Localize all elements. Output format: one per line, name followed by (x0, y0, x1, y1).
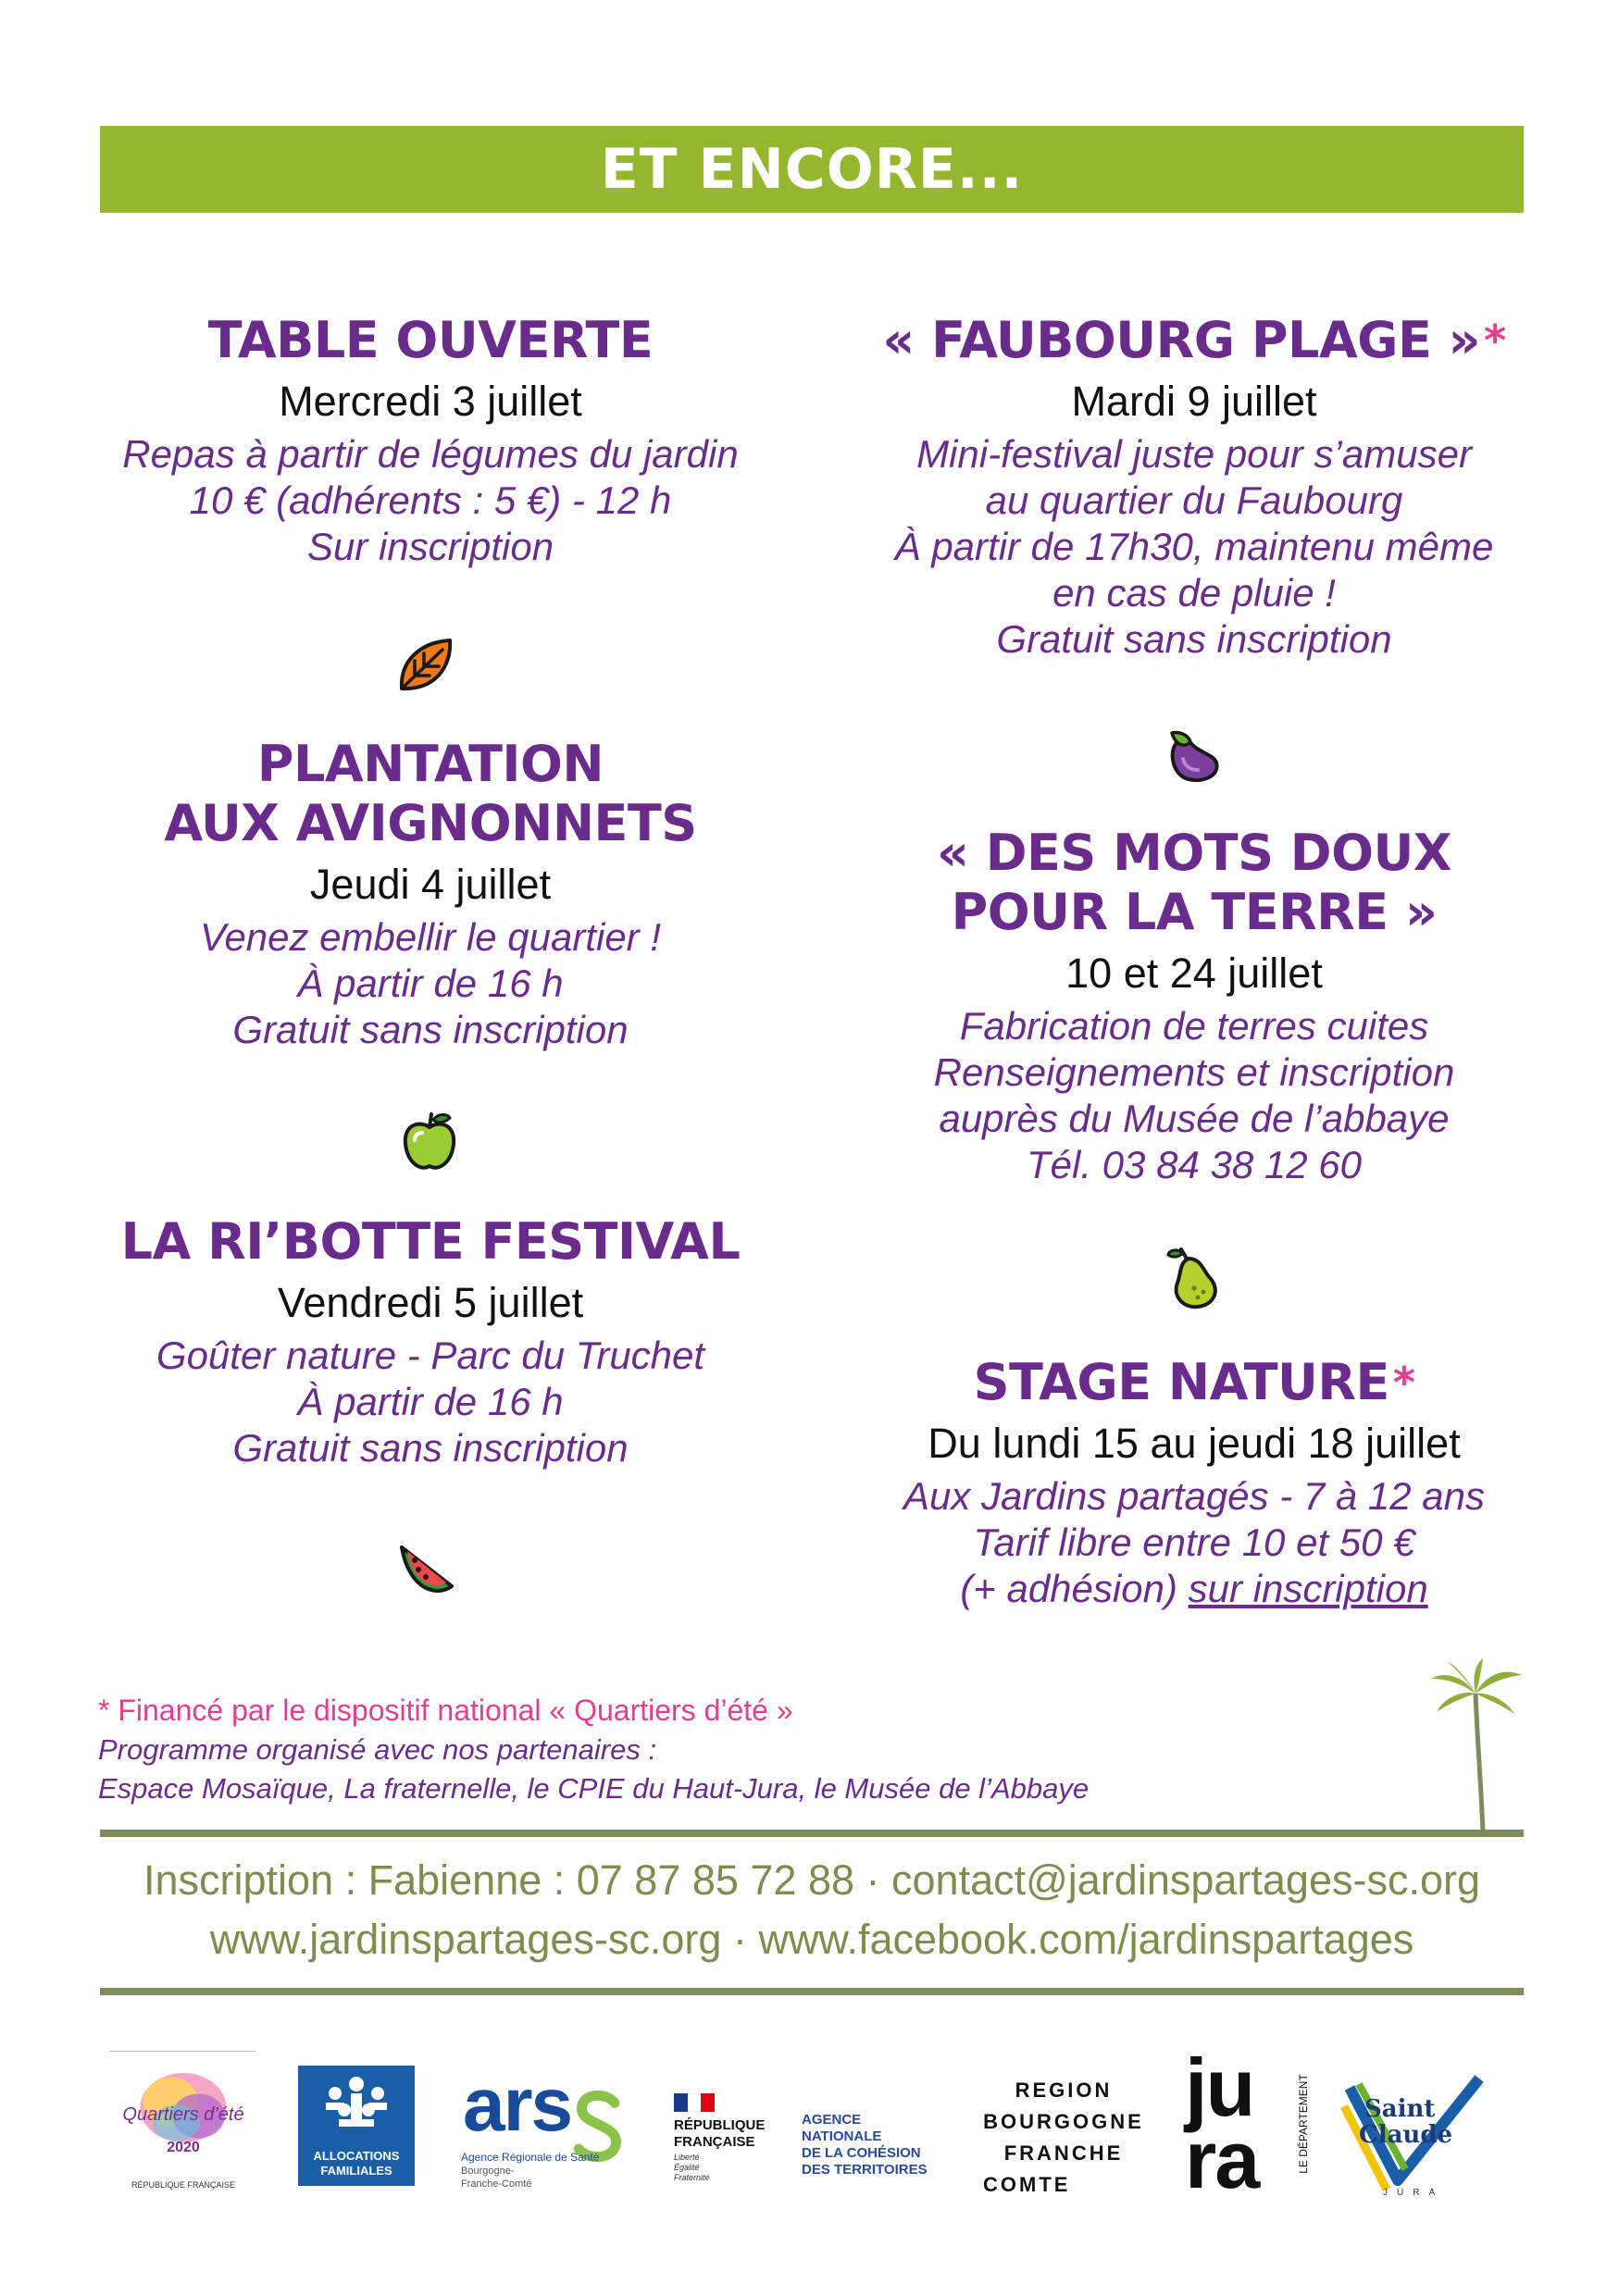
caf-line-1: ALLOCATIONS (313, 2149, 400, 2163)
event-date: 10 et 24 juillet (1065, 949, 1323, 997)
jura-side-label: LE DÉPARTEMENT (1297, 2074, 1310, 2174)
partners-intro: Programme organisé avec nos partenaires : (98, 1733, 657, 1766)
description-line: Renseignements et inscription (933, 1050, 1455, 1094)
event-stage-nature (852, 1353, 1537, 1612)
republique-line-2: FRANÇAISE (674, 2134, 755, 2150)
region-line-3: FRANCHE (1003, 2141, 1124, 2165)
description-line: 10 € (adhérents : 5 €) - 12 h (189, 478, 672, 522)
star-marker: * (1392, 1358, 1415, 1408)
event-title (852, 311, 1537, 370)
footnote (98, 1690, 1089, 1808)
anct-line-4: DES TERRITOIRES (802, 2162, 928, 2178)
region-line-4: COMTE (983, 2173, 1071, 2196)
description-line (852, 1566, 1537, 1612)
quartiers-ete-caption: RÉPUBLIQUE FRANÇAISE (131, 2180, 236, 2190)
event-date: Jeudi 4 juillet (309, 861, 552, 908)
description-line: Tél. 03 84 38 12 60 (1027, 1143, 1362, 1186)
description-line: auprès du Musée de l’abbaye (939, 1097, 1450, 1140)
partners-list: Espace Mosaïque, La fraternelle, le CPIE du Haut-Jura, le Musée de l’Abbaye (98, 1772, 1090, 1805)
saint-claude-line-1: Saint (1364, 2095, 1436, 2123)
apple-icon (396, 1109, 463, 1175)
caf-people-icon (298, 2069, 415, 2143)
logo-saint-claude (1331, 2069, 1488, 2208)
event-title-line: PLANTATION (256, 735, 604, 793)
marianne-flag (674, 2093, 715, 2112)
description-line: Gratuit sans inscription (232, 1008, 629, 1051)
motto-liberte: Liberté (674, 2153, 700, 2162)
event-title-line: AUX AVIGNONNETS (164, 794, 697, 852)
event-ribotte-festival (93, 1212, 768, 1471)
description-line: Gratuit sans inscription (996, 617, 1392, 661)
logo-anct (802, 2112, 950, 2186)
motto-egalite: Égalité (674, 2163, 700, 2172)
saint-claude-line-3: JURA (1383, 2188, 1445, 2198)
description-line: Tarif libre entre 10 et 50 € (973, 1520, 1415, 1564)
eggplant-icon (1161, 722, 1227, 788)
logo-rule (109, 2051, 255, 2052)
event-description (852, 1473, 1537, 1612)
caf-line-2: FAMILIALES (320, 2164, 392, 2178)
inscription-link[interactable]: sur inscription (1188, 1567, 1428, 1610)
motto-fraternite: Fraternité (674, 2173, 710, 2182)
description-line: Sur inscription (306, 525, 554, 568)
event-date: Vendredi 5 juillet (277, 1279, 584, 1326)
description-line: au quartier du Faubourg (985, 478, 1403, 522)
divider-top (100, 1830, 1524, 1837)
watermelon-icon (394, 1531, 461, 1597)
jura-bottom: ra (1185, 2114, 1259, 2205)
logo-region-bfc (978, 2075, 1150, 2195)
event-description (93, 1333, 768, 1471)
divider-bottom (100, 1988, 1524, 1995)
anct-line-3: DE LA COHÉSION (802, 2145, 921, 2161)
description-line: Aux Jardins partagés - 7 à 12 ans (903, 1474, 1486, 1518)
palm-tree-icon (1426, 1657, 1527, 1832)
page-banner: ET ENCORE... (100, 126, 1524, 213)
funding-note (98, 1690, 1089, 1731)
event-description (111, 431, 750, 570)
description-line: Venez embellir le quartier ! (199, 915, 661, 959)
event-description (111, 914, 750, 1053)
description-line: Fabrication de terres cuites (959, 1004, 1429, 1048)
event-description (852, 431, 1537, 663)
quartiers-ete-name: Quartiers d’été (122, 2104, 244, 2125)
logo-caf (298, 2066, 415, 2186)
event-mots-doux (852, 824, 1537, 1188)
region-line-2: BOURGOGNE (983, 2110, 1144, 2133)
anct-line-2: NATIONALE (802, 2128, 882, 2144)
event-title: TABLE OUVERTE (207, 311, 654, 369)
description-line: Mini-festival juste pour s’amuser (916, 432, 1472, 476)
event-description (852, 1003, 1537, 1188)
event-date: Mardi 9 juillet (1071, 378, 1317, 425)
description-line: Goûter nature - Parc du Truchet (156, 1334, 705, 1377)
star-marker: * (98, 1694, 110, 1727)
event-title-line: POUR LA TERRE » (951, 883, 1438, 941)
event-title-text: STAGE NATURE (973, 1353, 1389, 1411)
ars-line-1: Agence Régionale de Santé (461, 2151, 600, 2164)
ars-mark: ars (463, 2063, 572, 2147)
event-title-text: « FAUBOURG PLAGE » (882, 311, 1481, 369)
description-line: Gratuit sans inscription (232, 1426, 629, 1470)
pear-icon (1163, 1246, 1229, 1312)
quartiers-ete-year: 2020 (167, 2140, 200, 2155)
republique-line-1: RÉPUBLIQUE (674, 2117, 766, 2133)
event-title: LA RI’BOTTE FESTIVAL (120, 1212, 741, 1271)
description-line: en cas de pluie ! (1052, 571, 1336, 614)
event-date: Mercredi 3 juillet (279, 378, 582, 425)
event-faubourg-plage (852, 311, 1537, 663)
logo-republique-francaise (674, 2093, 785, 2186)
contact-line-2[interactable]: www.jardinspartages-sc.org · www.facebook.com/jardinspartages (209, 1916, 1414, 1963)
region-line-1: REGION (1015, 2079, 1113, 2102)
event-title-line: « DES MOTS DOUX (937, 824, 1451, 882)
ars-line-2: Bourgogne- (461, 2166, 515, 2177)
autumn-leaf-icon (392, 633, 459, 700)
description-line: À partir de 16 h (297, 962, 564, 1005)
logo-jura-departement (1181, 2042, 1310, 2215)
jura-top: ju (1185, 2042, 1254, 2133)
description-line: À partir de 17h30, maintenu même (894, 525, 1494, 568)
event-plantation (111, 735, 750, 1053)
anct-line-1: AGENCE (802, 2112, 862, 2128)
description-line: Repas à partir de légumes du jardin (122, 432, 739, 476)
logo-quartiers-ete (109, 2051, 257, 2199)
event-date: Du lundi 15 au jeudi 18 juillet (928, 1420, 1461, 1467)
funding-text: Financé par le dispositif national « Quartiers d’été » (118, 1694, 793, 1727)
description-line: À partir de 16 h (297, 1380, 564, 1423)
ars-line-3: Franche-Comté (461, 2178, 532, 2190)
description-prefix: (+ adhésion) (960, 1567, 1189, 1610)
event-title (852, 1353, 1537, 1412)
logo-ars (455, 2063, 641, 2199)
contact-line-1[interactable]: Inscription : Fabienne : 07 87 85 72 88 · contact@jardinspartages-sc.org (143, 1856, 1480, 1904)
star-marker: * (1484, 316, 1506, 366)
saint-claude-line-2: Claude (1359, 2121, 1453, 2149)
event-table-ouverte (111, 311, 750, 570)
